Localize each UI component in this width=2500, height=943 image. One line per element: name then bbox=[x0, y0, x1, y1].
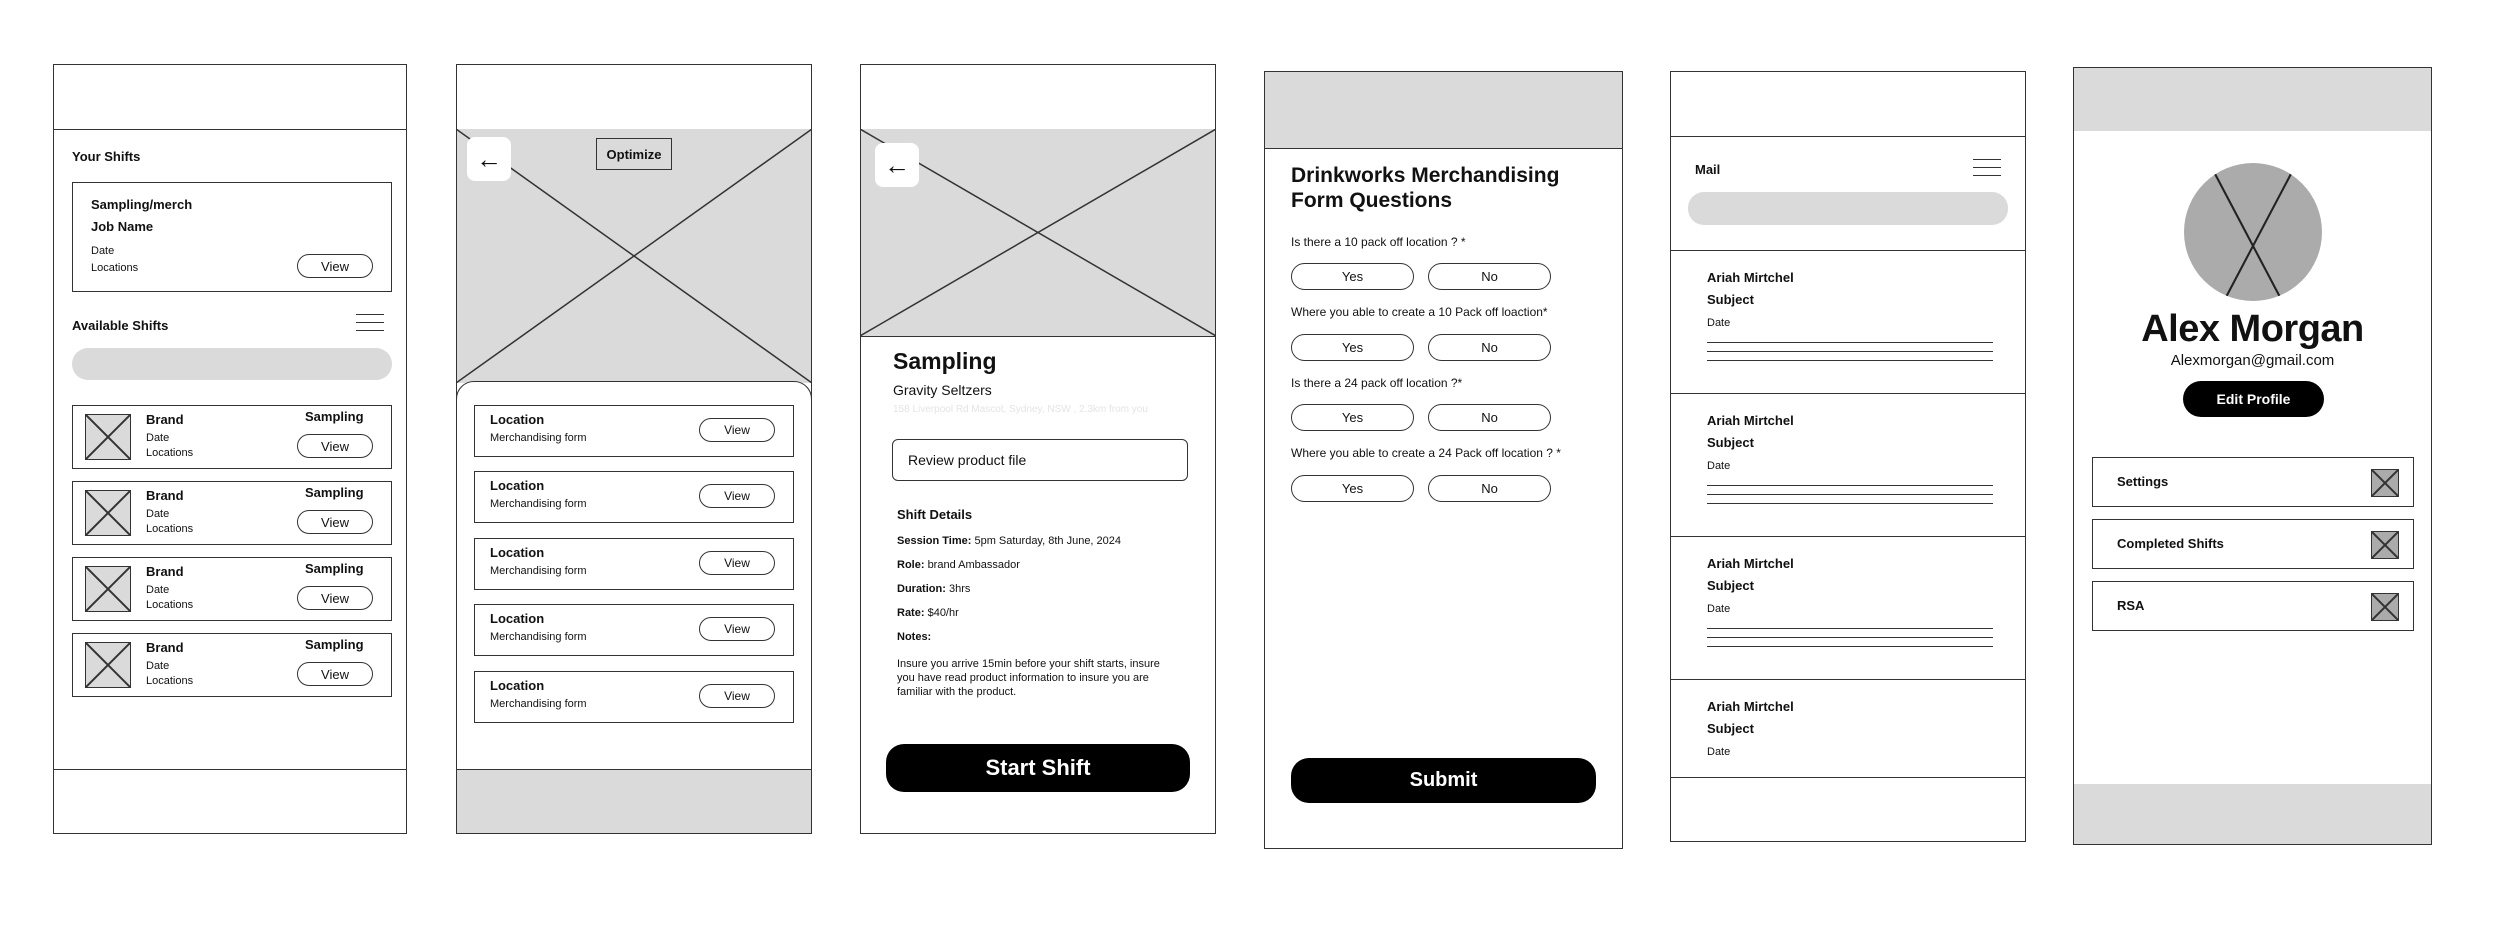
top-bar bbox=[2074, 68, 2431, 131]
menu-item-label: Completed Shifts bbox=[2117, 536, 2224, 551]
question-text: Where you able to create a 10 Pack off loaction* bbox=[1291, 305, 1548, 319]
shift-date: Date bbox=[146, 508, 170, 520]
view-button[interactable]: View bbox=[699, 551, 775, 575]
profile-menu-item-settings[interactable] bbox=[2092, 457, 2414, 507]
view-button[interactable]: View bbox=[297, 434, 373, 458]
back-arrow-icon[interactable]: ← bbox=[467, 137, 511, 181]
location-item[interactable] bbox=[474, 538, 794, 590]
top-bar bbox=[1265, 72, 1622, 149]
brand-label: Brand bbox=[146, 640, 184, 655]
shift-date: Date bbox=[146, 660, 170, 672]
mail-item[interactable] bbox=[1671, 393, 2026, 536]
mail-preview-lines bbox=[1707, 628, 1993, 648]
location-title: Location bbox=[490, 412, 545, 427]
session-time-value: 5pm Saturday, 8th June, 2024 bbox=[974, 535, 1122, 547]
shift-tag: Sampling bbox=[305, 637, 364, 652]
no-button[interactable]: No bbox=[1428, 475, 1551, 502]
mail-subject: Subject bbox=[1707, 435, 1754, 450]
mail-heading: Mail bbox=[1695, 162, 1721, 177]
question-text: Where you able to create a 24 Pack off location ? * bbox=[1291, 446, 1561, 460]
menu-icon[interactable] bbox=[1973, 159, 2001, 177]
location-subtitle: Merchandising form bbox=[490, 432, 587, 444]
location-subtitle: Merchandising form bbox=[490, 498, 587, 510]
your-shifts-heading: Your Shifts bbox=[72, 149, 141, 164]
view-button[interactable]: View bbox=[297, 254, 373, 278]
mail-subject: Subject bbox=[1707, 721, 1754, 736]
shift-details-heading: Shift Details bbox=[897, 507, 973, 522]
screen-mail bbox=[1670, 71, 2026, 842]
no-button[interactable]: No bbox=[1428, 263, 1551, 290]
profile-email: Alexmorgan@gmail.com bbox=[2170, 352, 2335, 369]
duration-label: Duration: bbox=[897, 583, 946, 595]
shift-locations: Locations bbox=[146, 599, 194, 611]
location-title: Location bbox=[490, 545, 545, 560]
notes-line: familiar with the product. bbox=[897, 686, 1017, 698]
brand-label: Brand bbox=[146, 564, 184, 579]
session-time bbox=[897, 535, 1121, 547]
submit-button[interactable]: Submit bbox=[1291, 758, 1596, 803]
view-button[interactable]: View bbox=[297, 662, 373, 686]
shift-locations: Locations bbox=[146, 523, 194, 535]
brand-image-placeholder bbox=[85, 566, 131, 612]
mail-item[interactable] bbox=[1671, 536, 2026, 679]
screen-locations bbox=[456, 64, 812, 834]
profile-name: Alex Morgan bbox=[2141, 308, 2364, 350]
shift-type: Sampling/merch bbox=[91, 197, 193, 212]
back-arrow-icon[interactable]: ← bbox=[875, 143, 919, 187]
mail-item[interactable] bbox=[1671, 250, 2026, 393]
edit-profile-button[interactable]: Edit Profile bbox=[2183, 381, 2324, 417]
brand-image-placeholder bbox=[85, 642, 131, 688]
menu-icon[interactable] bbox=[356, 314, 384, 332]
search-bar[interactable] bbox=[72, 348, 392, 380]
no-button[interactable]: No bbox=[1428, 334, 1551, 361]
screen-profile bbox=[2073, 67, 2432, 845]
location-item[interactable] bbox=[474, 671, 794, 723]
job-name: Job Name bbox=[91, 219, 154, 234]
shift-date: Date bbox=[146, 432, 170, 444]
notes-label: Notes: bbox=[897, 631, 932, 643]
shift-tag: Sampling bbox=[305, 409, 364, 424]
rsa-icon bbox=[2371, 593, 2399, 621]
menu-item-label: Settings bbox=[2117, 474, 2169, 489]
bottom-bar bbox=[457, 769, 811, 834]
view-button[interactable]: View bbox=[699, 684, 775, 708]
role-label: Role: bbox=[897, 559, 925, 571]
yes-button[interactable]: Yes bbox=[1291, 404, 1414, 431]
location-title: Location bbox=[490, 678, 545, 693]
role-value: brand Ambassador bbox=[927, 559, 1020, 571]
shift-address: 158 Liverpool Rd Mascot, Sydney, NSW , 2.3km from you bbox=[893, 404, 1148, 415]
question-text: Is there a 10 pack off location ? * bbox=[1291, 235, 1466, 249]
current-shift-card bbox=[72, 182, 392, 292]
search-bar[interactable] bbox=[1688, 192, 2008, 225]
notes-line: you have read product information to insure you are bbox=[897, 672, 1149, 684]
view-button[interactable]: View bbox=[699, 418, 775, 442]
mail-subject: Subject bbox=[1707, 578, 1754, 593]
no-button[interactable]: No bbox=[1428, 404, 1551, 431]
mail-preview-lines bbox=[1707, 342, 1993, 362]
location-title: Location bbox=[490, 611, 545, 626]
menu-item-label: RSA bbox=[2117, 598, 2145, 613]
question-text: Is there a 24 pack off location ?* bbox=[1291, 376, 1463, 390]
mail-date: Date bbox=[1707, 317, 1731, 329]
sender-name: Ariah Mirtchel bbox=[1707, 699, 1794, 714]
screen-shifts bbox=[53, 64, 407, 834]
shift-list-item[interactable] bbox=[72, 557, 392, 621]
shift-list-item[interactable] bbox=[72, 405, 392, 469]
brand-label: Brand bbox=[146, 488, 184, 503]
shift-title: Sampling bbox=[893, 348, 997, 374]
location-subtitle: Merchandising form bbox=[490, 698, 587, 710]
shift-tag: Sampling bbox=[305, 561, 364, 576]
sender-name: Ariah Mirtchel bbox=[1707, 413, 1794, 428]
brand-label: Brand bbox=[146, 412, 184, 427]
location-item[interactable] bbox=[474, 405, 794, 457]
location-item[interactable] bbox=[474, 604, 794, 656]
screen-form bbox=[1264, 71, 1623, 849]
shift-brand: Gravity Seltzers bbox=[893, 382, 992, 398]
avatar bbox=[2184, 163, 2322, 301]
yes-button[interactable]: Yes bbox=[1291, 475, 1414, 502]
view-button[interactable]: View bbox=[699, 484, 775, 508]
screen-shift-details bbox=[860, 64, 1216, 834]
mail-subject: Subject bbox=[1707, 292, 1754, 307]
shift-list-item[interactable] bbox=[72, 633, 392, 697]
location-item[interactable] bbox=[474, 471, 794, 523]
profile-menu-item-completed-shifts[interactable] bbox=[2092, 519, 2414, 569]
bottom-bar bbox=[2074, 784, 2431, 845]
sender-name: Ariah Mirtchel bbox=[1707, 270, 1794, 285]
mail-item[interactable] bbox=[1671, 679, 2026, 777]
shift-list-item[interactable] bbox=[72, 481, 392, 545]
location-subtitle: Merchandising form bbox=[490, 565, 587, 577]
shift-date: Date bbox=[91, 245, 115, 257]
shift-locations: Locations bbox=[91, 262, 139, 274]
shift-locations: Locations bbox=[146, 447, 194, 459]
form-title-line2: Form Questions bbox=[1291, 189, 1453, 212]
optimize-button[interactable]: Optimize bbox=[596, 138, 672, 170]
review-product-button[interactable]: Review product file bbox=[892, 439, 1188, 481]
yes-button[interactable]: Yes bbox=[1291, 263, 1414, 290]
mail-date: Date bbox=[1707, 746, 1731, 758]
session-time-label: Session Time: bbox=[897, 535, 972, 547]
role bbox=[897, 559, 1020, 571]
mail-date: Date bbox=[1707, 603, 1731, 615]
brand-image-placeholder bbox=[85, 414, 131, 460]
mail-date: Date bbox=[1707, 460, 1731, 472]
brand-image-placeholder bbox=[85, 490, 131, 536]
rate-label: Rate: bbox=[897, 607, 925, 619]
shift-tag: Sampling bbox=[305, 485, 364, 500]
shift-date: Date bbox=[146, 584, 170, 596]
shift-locations: Locations bbox=[146, 675, 194, 687]
view-button[interactable]: View bbox=[699, 617, 775, 641]
duration-value: 3hrs bbox=[948, 583, 971, 595]
notes-line: Insure you arrive 15min before your shift starts, insure bbox=[897, 658, 1160, 670]
rate bbox=[897, 607, 959, 619]
available-shifts-heading: Available Shifts bbox=[72, 318, 169, 333]
mail-preview-lines bbox=[1707, 485, 1993, 505]
location-title: Location bbox=[490, 478, 545, 493]
start-shift-button[interactable]: Start Shift bbox=[886, 744, 1190, 792]
duration bbox=[897, 583, 970, 595]
sender-name: Ariah Mirtchel bbox=[1707, 556, 1794, 571]
settings-icon bbox=[2371, 469, 2399, 497]
form-title: Drinkworks Merchandising bbox=[1291, 164, 1560, 187]
view-button[interactable]: View bbox=[297, 510, 373, 534]
view-button[interactable]: View bbox=[297, 586, 373, 610]
location-subtitle: Merchandising form bbox=[490, 631, 587, 643]
yes-button[interactable]: Yes bbox=[1291, 334, 1414, 361]
completed-shifts-icon bbox=[2371, 531, 2399, 559]
rate-value: $40/hr bbox=[927, 607, 959, 619]
profile-menu-item-rsa[interactable] bbox=[2092, 581, 2414, 631]
